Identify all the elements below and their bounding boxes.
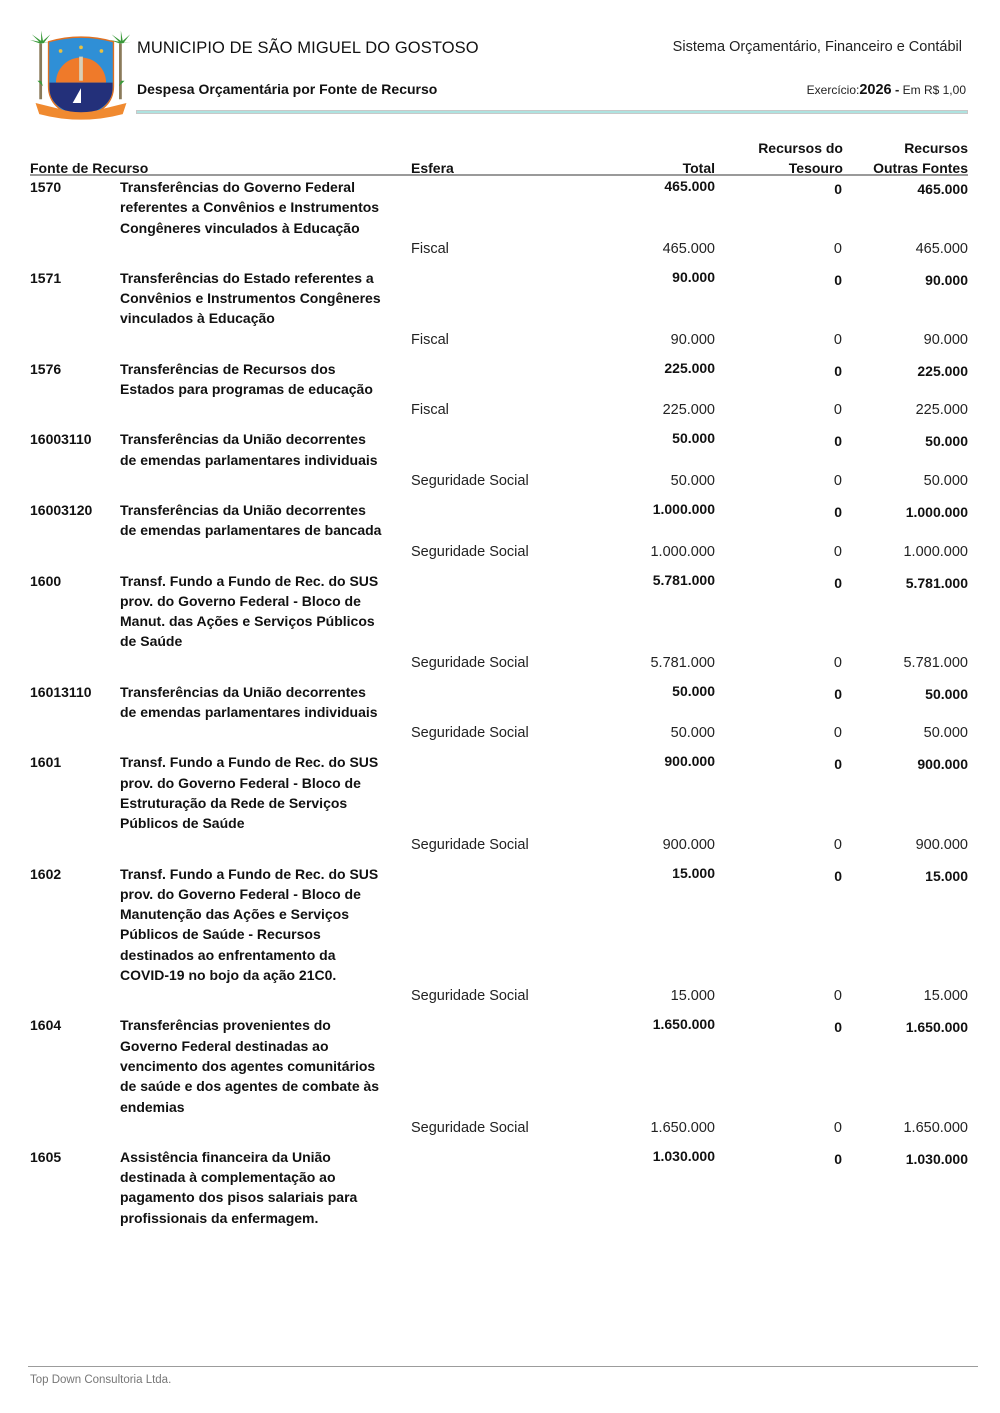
sub-outras-value: 15.000 [923,988,968,1005]
column-header-tesouro [758,138,843,178]
tesouro-value: 0 [834,433,842,450]
footer-company: Top Down Consultoria Ltda. [30,1374,172,1386]
fonte-code: 1604 [30,1017,62,1034]
municipal-coat-of-arms-icon [30,30,132,124]
table-row [30,681,968,723]
fonte-description: Transf. Fundo a Fundo de Rec. do SUS prov. do Governo Federal - Bloco de Manutenção das Ações e Serviços Públicos de Saúde - Recursos destinados ao enfrentamento da COVID-19 no bojo da ação 21C0. [120,865,379,984]
fonte-code: 16003120 [30,501,93,518]
sub-total-value: 15.000 [670,988,715,1005]
exercise-year: 2026 [859,82,892,98]
table-row [30,1146,968,1228]
tesouro-value: 0 [834,1019,842,1036]
fonte-description: Transferências do Estado referentes a Convênios e Instrumentos Congêneres vinculados à Educação [120,269,381,327]
esfera-value: Fiscal [411,240,449,257]
fonte-description: Transferências provenientes do Governo Federal destinadas ao vencimento dos agentes comunitários de saúde e dos agentes de combate às endemias [120,1017,380,1115]
column-header-outras [873,138,968,178]
esfera-value: Seguridade Social [411,836,529,853]
table-row-group [30,267,968,358]
tesouro-value: 0 [834,271,842,288]
tesouro-value: 0 [834,1150,842,1167]
outras-value: 5.781.000 [905,574,968,591]
column-header-tesouro-line1: Recursos do [758,140,843,156]
fonte-code: 1570 [30,179,62,195]
esfera-value: Seguridade Social [411,654,529,671]
sub-total-value: 1.000.000 [650,543,715,560]
fonte-code: 16003110 [30,431,92,448]
table-subrow [30,238,968,267]
table-row [30,863,968,986]
table-subrow [30,470,968,499]
outras-value: 50.000 [925,433,968,450]
table-row-group [30,358,968,429]
total-value: 5.781.000 [652,571,715,588]
tesouro-value: 0 [834,574,842,591]
tesouro-value: 0 [834,685,842,702]
municipality-title: MUNICIPIO DE SÃO MIGUEL DO GOSTOSO [137,39,479,57]
total-value: 50.000 [672,430,715,447]
sub-tesouro-value: 0 [833,988,842,1005]
sub-total-value: 465.000 [662,240,715,257]
footer-divider [28,1366,978,1367]
table-header [30,138,968,176]
header-divider [136,110,968,114]
sub-total-value: 225.000 [662,402,715,419]
sub-tesouro-value: 0 [833,725,842,742]
fonte-code: 1602 [30,865,62,882]
sub-outras-value: 1.000.000 [903,543,968,560]
table-row [30,176,968,238]
sub-tesouro-value: 0 [833,240,842,257]
esfera-value: Seguridade Social [411,725,529,742]
sub-tesouro-value: 0 [833,1119,842,1136]
table-row [30,499,968,541]
sub-outras-value: 225.000 [915,402,968,419]
total-value: 90.000 [672,268,715,285]
fonte-code: 1605 [30,1148,62,1165]
total-value: 1.000.000 [652,500,715,517]
column-header-outras-line2: Outras Fontes [873,160,968,176]
fonte-code: 1571 [30,269,62,286]
sub-total-value: 90.000 [670,331,715,348]
fonte-description: Transferências do Governo Federal referentes a Convênios e Instrumentos Congêneres vinculados à Educação [120,179,380,236]
sub-total-value: 900.000 [662,836,715,853]
fonte-description: Transf. Fundo a Fundo de Rec. do SUS prov. do Governo Federal - Bloco de Estruturação da Rede de Serviços Públicos de Saúde [120,754,379,832]
fonte-description: Assistência financeira da União destinada à complementação ao pagamento dos pisos salariais para profissionais da enfermagem. [120,1148,358,1226]
sub-tesouro-value: 0 [833,472,842,489]
sub-outras-value: 50.000 [923,725,968,742]
table-row [30,751,968,833]
esfera-value: Fiscal [411,402,449,419]
sub-total-value: 1.650.000 [650,1119,715,1136]
total-value: 50.000 [672,682,715,699]
outras-value: 1.650.000 [905,1019,968,1036]
sub-total-value: 5.781.000 [650,654,715,671]
sub-tesouro-value: 0 [833,331,842,348]
table-row [30,570,968,652]
outras-value: 50.000 [925,685,968,702]
esfera-value: Seguridade Social [411,543,529,560]
column-header-outras-line1: Recursos [904,140,968,156]
outras-value: 1.030.000 [905,1150,968,1167]
column-header-esfera: Esfera [411,160,454,176]
sub-outras-value: 50.000 [923,472,968,489]
outras-value: 90.000 [925,271,968,288]
report-title: Despesa Orçamentária por Fonte de Recurso [137,81,438,97]
tesouro-value: 0 [834,867,842,884]
sub-outras-value: 90.000 [923,331,968,348]
table-row-group [30,751,968,862]
exercise-info [807,82,966,98]
total-value: 15.000 [672,864,715,881]
esfera-value: Seguridade Social [411,988,529,1005]
outras-value: 15.000 [925,867,968,884]
sub-outras-value: 1.650.000 [903,1119,968,1136]
table-row-group [30,681,968,752]
total-value: 1.030.000 [652,1147,715,1164]
tesouro-value: 0 [834,503,842,520]
esfera-value: Seguridade Social [411,472,529,489]
total-value: 225.000 [664,359,715,376]
outras-value: 900.000 [917,756,968,773]
table-row-group [30,1146,968,1228]
table-row-group [30,428,968,499]
table-row-group [30,570,968,681]
system-title: Sistema Orçamentário, Financeiro e Contábil [672,39,962,55]
table-row [30,428,968,470]
tesouro-value: 0 [834,756,842,773]
table-body [30,176,968,1228]
fonte-description: Transf. Fundo a Fundo de Rec. do SUS prov. do Governo Federal - Bloco de Manut. das Ações e Serviços Públicos de Saúde [120,572,379,650]
table-subrow [30,834,968,863]
sub-outras-value: 5.781.000 [903,654,968,671]
sub-tesouro-value: 0 [833,543,842,560]
exercise-separator: - [894,82,900,97]
total-value: 900.000 [664,753,715,770]
sub-tesouro-value: 0 [833,402,842,419]
total-value: 1.650.000 [652,1016,715,1033]
exercise-label: Exercício: [806,83,860,97]
table-subrow [30,399,968,428]
column-header-tesouro-line2: Tesouro [788,160,843,176]
column-header-total: Total [682,160,715,176]
esfera-value: Fiscal [411,331,449,348]
tesouro-value: 0 [834,362,842,379]
esfera-value: Seguridade Social [411,1119,529,1136]
sub-tesouro-value: 0 [833,654,842,671]
table-subrow [30,722,968,751]
table-row-group [30,176,968,267]
total-value: 465.000 [664,178,715,194]
outras-value: 465.000 [917,181,968,197]
fonte-code: 1576 [30,360,62,377]
fonte-description: Transferências da União decorrentes de emendas parlamentares individuais [120,431,378,468]
table-subrow [30,1117,968,1146]
fonte-code: 1601 [30,754,62,771]
tesouro-value: 0 [834,181,842,197]
table-subrow [30,652,968,681]
fonte-code: 1600 [30,572,62,589]
table-subrow [30,329,968,358]
sub-outras-value: 465.000 [915,240,968,257]
sub-outras-value: 900.000 [915,836,968,853]
table-subrow [30,985,968,1014]
sub-total-value: 50.000 [670,725,715,742]
outras-value: 1.000.000 [905,503,968,520]
table-row-group [30,863,968,1015]
table-row-group [30,1014,968,1145]
sub-tesouro-value: 0 [833,836,842,853]
table-row [30,267,968,329]
fonte-description: Transferências de Recursos dos Estados para programas de educação [120,360,373,398]
currency-note: Em R$ 1,00 [902,83,966,97]
table-row [30,1014,968,1116]
fonte-code: 16013110 [30,683,92,700]
table-row [30,358,968,400]
column-header-fonte: Fonte de Recurso [30,160,149,176]
fonte-description: Transferências da União decorrentes de emendas parlamentares individuais [120,683,378,721]
fonte-description: Transferências da União decorrentes de emendas parlamentares de bancada [120,501,382,539]
outras-value: 225.000 [917,362,968,379]
table-row-group [30,499,968,570]
sub-total-value: 50.000 [670,472,715,489]
table-subrow [30,541,968,570]
